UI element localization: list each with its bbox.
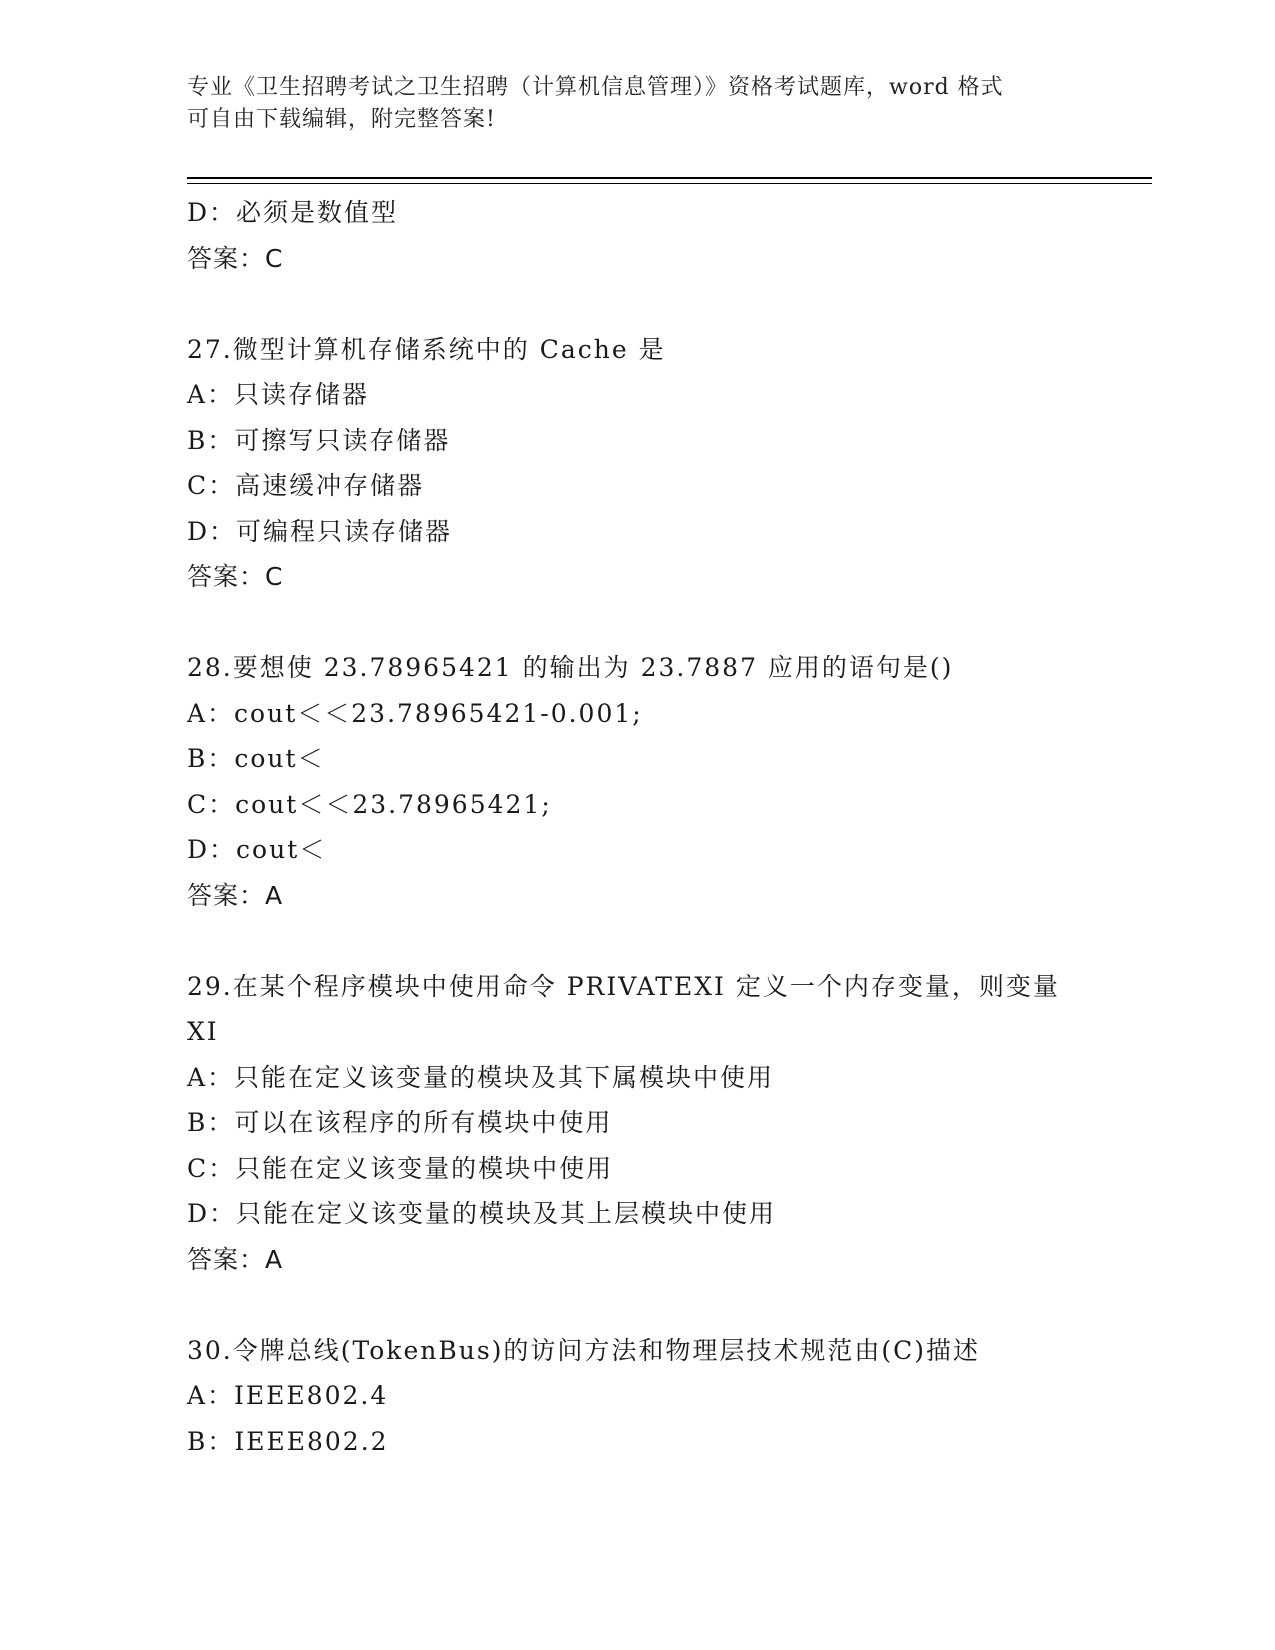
- spacer: [187, 600, 1147, 646]
- spacer: [187, 918, 1147, 964]
- answer: 答案：A: [187, 1244, 284, 1274]
- answer: 答案：C: [187, 243, 284, 273]
- option-a: A：cout＜＜23.78965421-0.001;: [187, 698, 643, 728]
- option-c: C：只能在定义该变量的模块中使用: [187, 1153, 614, 1183]
- question-stem: 29.在某个程序模块中使用命令 PRIVATEXI 定义一个内存变量，则变量: [187, 971, 1060, 1001]
- answer: 答案：A: [187, 880, 284, 910]
- spacer: [187, 281, 1147, 327]
- question-list: [187, 190, 1147, 1464]
- header-line-1: 专业《卫生招聘考试之卫生招聘（计算机信息管理）》资格考试题库，word 格式: [187, 75, 1004, 100]
- option-b: B：可擦写只读存储器: [187, 425, 451, 455]
- spacer: [187, 1282, 1147, 1328]
- option-a: A：只能在定义该变量的模块及其下属模块中使用: [187, 1062, 775, 1092]
- option-d: D：只能在定义该变量的模块及其上层模块中使用: [187, 1199, 777, 1228]
- option-d: D：cout＜: [187, 835, 327, 864]
- option-c: C：cout＜＜23.78965421;: [187, 789, 552, 819]
- option-b: B：cout＜: [187, 744, 325, 773]
- page-header: [187, 72, 1087, 136]
- option-c: C：高速缓冲存储器: [187, 471, 425, 500]
- option-a: A：IEEE802.4: [187, 1381, 389, 1410]
- question-stem: 27.微型计算机存储系统中的 Cache 是: [187, 334, 666, 364]
- option-b: B：可以在该程序的所有模块中使用: [187, 1108, 613, 1137]
- option-d: D：可编程只读存储器: [187, 516, 453, 546]
- option-a: A：只读存储器: [187, 380, 370, 409]
- question-stem: 28.要想使 23.78965421 的输出为 23.7887 应用的语句是(): [187, 653, 954, 682]
- option-b: B：IEEE802.2: [187, 1426, 389, 1456]
- header-divider-thick: [187, 177, 1152, 179]
- header-divider-thin: [187, 183, 1152, 184]
- answer: 答案：C: [187, 562, 284, 591]
- question-stem-continued: XI: [187, 1017, 219, 1046]
- option-d: D：必须是数值型: [187, 198, 399, 227]
- header-line-2: 可自由下载编辑，附完整答案!: [187, 107, 496, 132]
- question-stem: 30.令牌总线(TokenBus)的访问方法和物理层技术规范由(C)描述: [187, 1335, 981, 1365]
